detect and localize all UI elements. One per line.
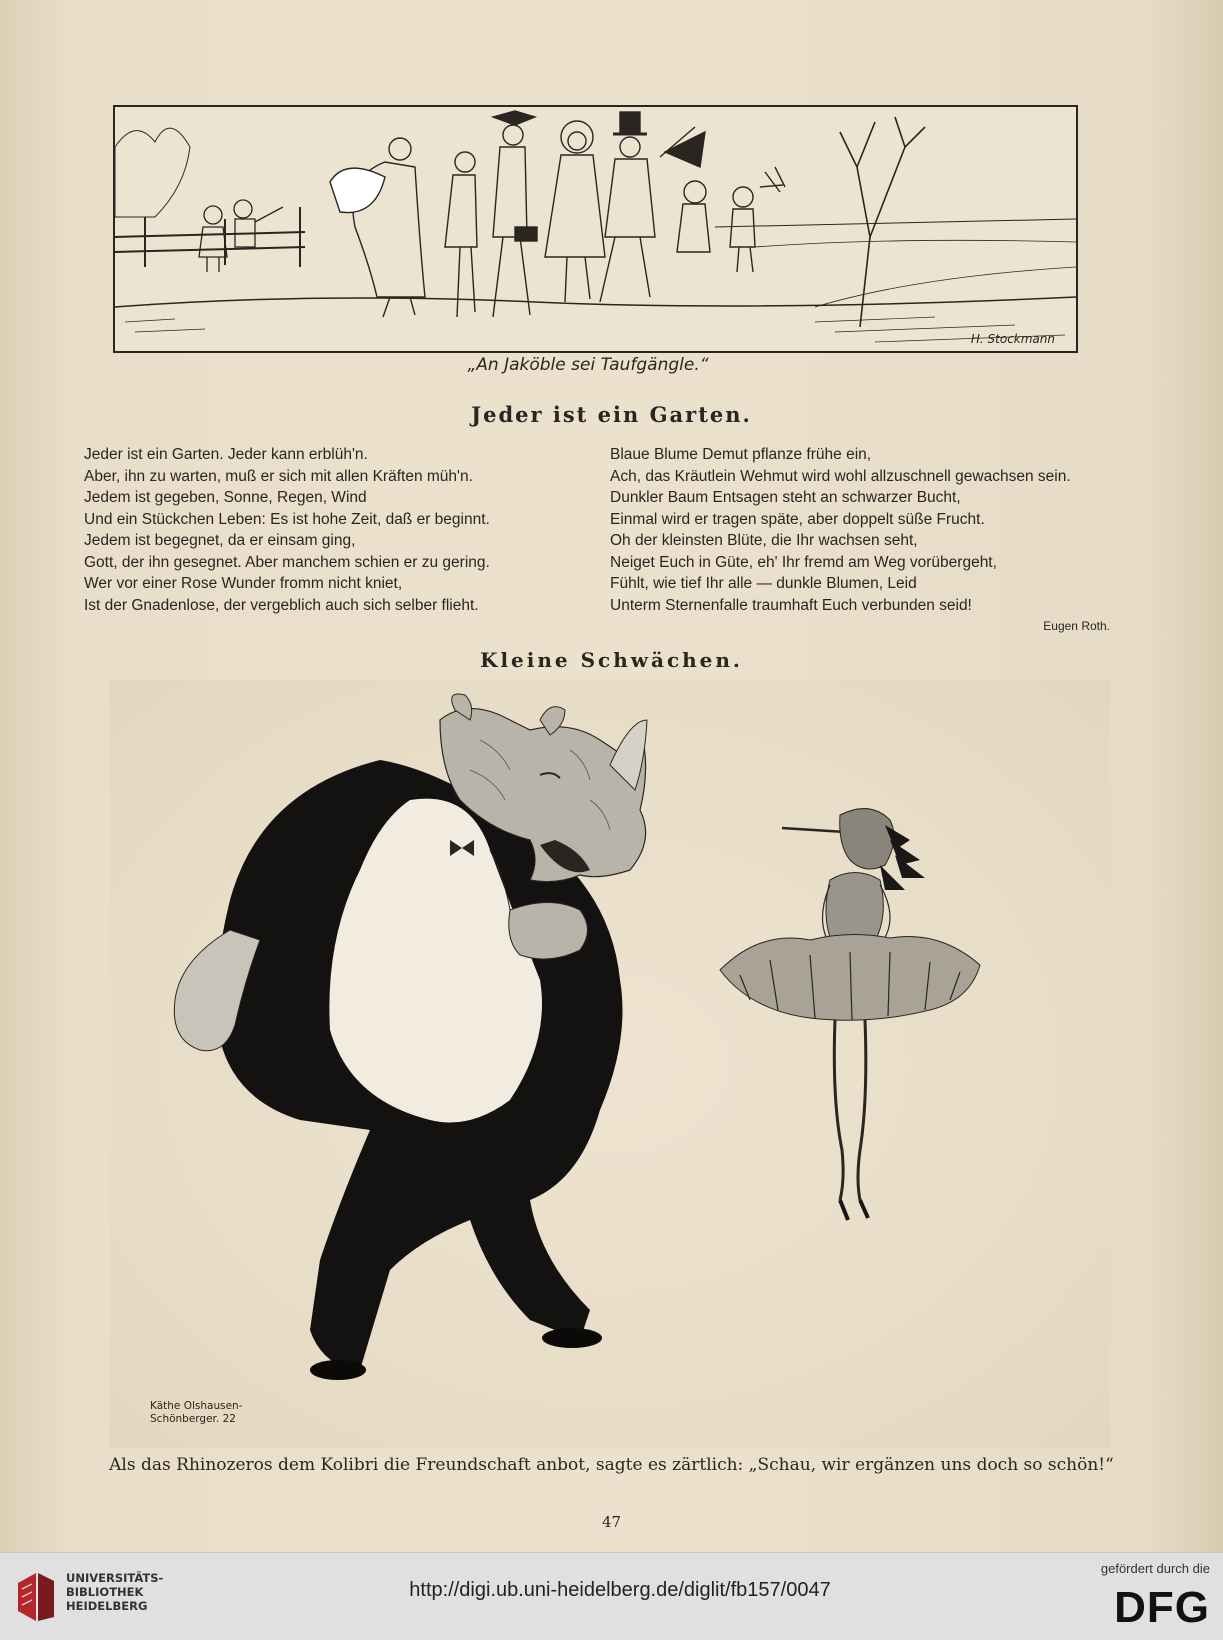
cartoon-artist-signature xyxy=(150,1400,280,1426)
digitization-footer xyxy=(0,1552,1223,1640)
poem-line: Neiget Euch in Güte, eh' Ihr fremd am Weg vorübergeht, xyxy=(610,553,997,571)
sponsor-label: gefördert durch die xyxy=(1100,1561,1210,1576)
small-children-left xyxy=(199,200,283,272)
poem-line: Und ein Stückchen Leben: Es ist hohe Zeit, daß er beginnt. xyxy=(84,510,490,528)
poem-line: Aber, ihn zu warten, muß er sich mit allen Kräften müh'n. xyxy=(84,467,473,485)
library-name-line: UNIVERSITÄTS- xyxy=(66,1571,164,1585)
procession-figures xyxy=(330,111,785,317)
top-illustration-caption: „An Jaköble sei Taufgängle.“ xyxy=(467,355,709,375)
poem-line: Unterm Sternenfalle traumhaft Euch verbunden seid! xyxy=(610,596,972,614)
page-number: 47 xyxy=(601,1513,622,1531)
poem-line: Ist der Gnadenlose, der vergeblich auch sich selber flieht. xyxy=(84,596,479,614)
poem-line: Blaue Blume Demut pflanze frühe ein, xyxy=(610,446,872,463)
hummingbird-figure xyxy=(720,809,980,1220)
poem-line: Gott, der ihn gesegnet. Aber manchem schien er zu gering. xyxy=(84,553,490,571)
rhino-and-hummingbird-drawing xyxy=(110,680,1110,1448)
poem-line: Dunkler Baum Entsagen steht an schwarzer Bucht, xyxy=(610,489,961,506)
cartoon-caption: Als das Rhinozeros dem Kolibri die Freundschaft anbot, sagte es zärtlich: „Schau, wir ergänzen uns doch so schön!“ xyxy=(109,1455,1114,1475)
permalink-url[interactable]: http://digi.ub.uni-heidelberg.de/diglit/fb157/0047 xyxy=(409,1579,831,1601)
library-name-line: BIBLIOTHEK xyxy=(66,1585,144,1599)
library-name-line: HEIDELBERG xyxy=(66,1599,148,1613)
signature-line: Käthe Olshausen- xyxy=(150,1400,243,1412)
poem-line: Jedem ist gegeben, Sonne, Regen, Wind xyxy=(84,489,367,506)
rhinoceros-figure xyxy=(174,694,647,1380)
poem-author: Eugen Roth. xyxy=(1043,619,1110,633)
library-name xyxy=(66,1571,163,1613)
poem-line: Wer vor einer Rose Wunder fromm nicht kniet, xyxy=(84,575,403,592)
top-artist-signature: H. Stockmann xyxy=(970,332,1055,346)
poem-title: Jeder ist ein Garten. xyxy=(471,402,752,427)
poem-line: Fühlt, wie tief Ihr alle — dunkle Blumen, Leid xyxy=(610,575,917,592)
signature-line: Schönberger. 22 xyxy=(150,1413,236,1425)
cartoon-title: Kleine Schwächen. xyxy=(480,648,743,672)
cartoon-illustration xyxy=(110,680,1110,1448)
christening-procession-drawing xyxy=(115,107,1076,351)
tree-right xyxy=(840,117,925,327)
poem-line: Ach, das Kräutlein Wehmut wird wohl allzuschnell gewachsen sein. xyxy=(610,467,1071,485)
poem-right-column xyxy=(610,444,1110,616)
dfg-logo-icon: DFG xyxy=(1114,1583,1210,1632)
university-library-logo-icon xyxy=(14,1567,58,1627)
poem-left-column xyxy=(84,444,604,616)
poem-line: Einmal wird er tragen späte, aber doppelt süße Frucht. xyxy=(610,510,985,528)
top-illustration-panel xyxy=(113,105,1078,353)
poem-line: Oh der kleinsten Blüte, die Ihr wachsen seht, xyxy=(610,532,918,549)
poem-line: Jeder ist ein Garten. Jeder kann erblüh'n. xyxy=(84,446,368,463)
poem-line: Jedem ist begegnet, da er einsam ging, xyxy=(84,532,356,549)
